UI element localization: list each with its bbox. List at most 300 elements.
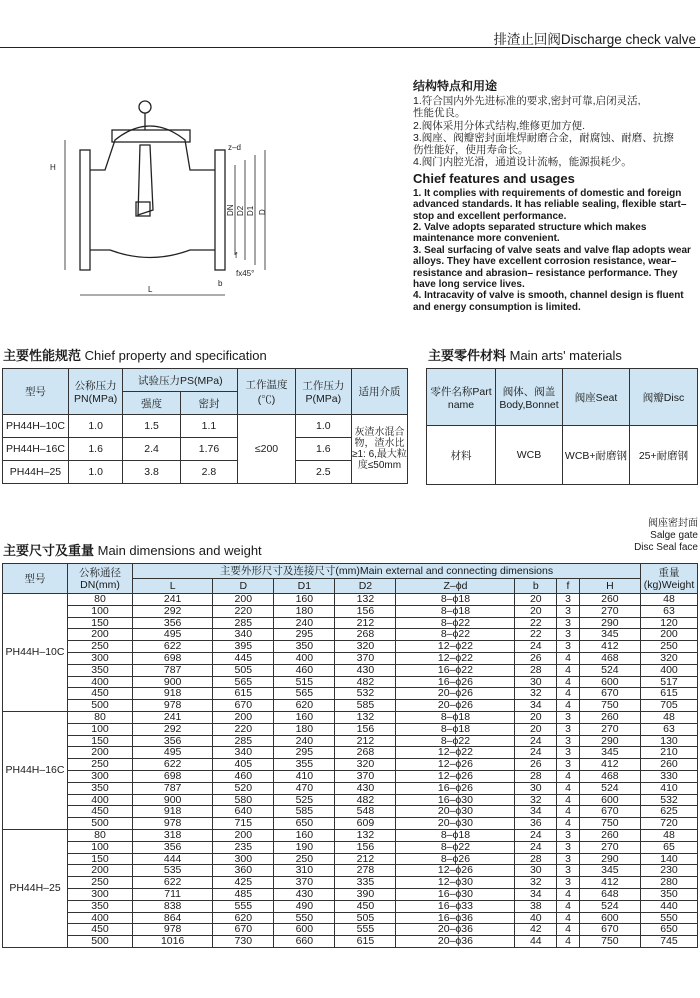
- spec-seal: 1.1: [180, 415, 238, 438]
- dims-cell: 132: [335, 594, 396, 606]
- dims-cell: 200: [641, 629, 698, 641]
- dims-cell: 900: [133, 794, 213, 806]
- dims-cell: 280: [641, 877, 698, 889]
- dims-cell: 38: [515, 900, 557, 912]
- dims-table-row: [3, 841, 698, 853]
- dims-cell: 468: [579, 770, 640, 782]
- dims-cell: 80: [68, 594, 133, 606]
- dims-cell: 210: [641, 747, 698, 759]
- dims-cell: 750: [579, 700, 640, 712]
- features-en: [413, 173, 698, 313]
- dims-cell: 42: [515, 924, 557, 936]
- dims-cell: 34: [515, 888, 557, 900]
- dims-cell: 26: [515, 652, 557, 664]
- features-cn: [413, 80, 698, 168]
- dims-cell: 548: [335, 806, 396, 818]
- dims-cell: 517: [641, 676, 698, 688]
- label-b: b: [218, 279, 223, 288]
- dims-cell: 8–ϕ18: [396, 605, 515, 617]
- en-item: 2. Valve adopts separated structure which makes maintenance more convenient.: [413, 222, 647, 245]
- materials-title-cn: 主要零件材料: [428, 348, 507, 363]
- dims-cell: 24: [515, 829, 557, 841]
- dims-cell: 918: [133, 688, 213, 700]
- dims-cell: 400: [68, 676, 133, 688]
- dims-cell: 12–ϕ26: [396, 770, 515, 782]
- dims-cell: 650: [274, 818, 335, 830]
- spec-table: [2, 368, 408, 484]
- dims-cell: 412: [579, 641, 640, 653]
- dims-table-row: [3, 829, 698, 841]
- dims-cell: 156: [335, 723, 396, 735]
- dims-cell: 235: [213, 841, 274, 853]
- dims-col-h: H: [579, 579, 640, 594]
- dims-cell: 160: [274, 594, 335, 606]
- dims-cell: 445: [213, 652, 274, 664]
- dims-cell: 425: [213, 877, 274, 889]
- dims-cell: 410: [641, 782, 698, 794]
- features-section: [413, 80, 698, 313]
- dims-cell: 300: [68, 888, 133, 900]
- dims-cell: 640: [213, 806, 274, 818]
- dims-cell: 212: [335, 853, 396, 865]
- dims-cell: 48: [641, 829, 698, 841]
- dims-col-d1: D1: [274, 579, 335, 594]
- spec-work: 1.6: [295, 438, 351, 461]
- dims-cell: 482: [335, 676, 396, 688]
- dims-table-row: [3, 723, 698, 735]
- dims-table-row: [3, 629, 698, 641]
- dims-cell: 180: [274, 723, 335, 735]
- spec-h-strength: 强度: [123, 392, 180, 415]
- dims-cell: 292: [133, 723, 213, 735]
- dims-cell: 485: [213, 888, 274, 900]
- dims-cell: 260: [579, 594, 640, 606]
- dims-table-row: [3, 936, 698, 948]
- dims-cell: 4: [557, 806, 580, 818]
- dims-col-d2: D2: [335, 579, 396, 594]
- dims-cell: 600: [274, 924, 335, 936]
- dims-cell: 625: [641, 806, 698, 818]
- dims-cell: 350: [68, 900, 133, 912]
- dims-cell: 300: [68, 652, 133, 664]
- dims-table-row: [3, 641, 698, 653]
- dims-cell: 340: [213, 747, 274, 759]
- dims-col-zd: Z–ϕd: [396, 579, 515, 594]
- dims-cell: 8–ϕ18: [396, 723, 515, 735]
- dims-cell: 250: [641, 641, 698, 653]
- dims-cell: 12–ϕ22: [396, 652, 515, 664]
- cn-item: 性能优良。: [413, 107, 466, 120]
- spec-title-cn: 主要性能规范: [3, 348, 82, 363]
- dims-cell: 20: [515, 723, 557, 735]
- dims-cell: 16–ϕ33: [396, 900, 515, 912]
- dims-cell: 120: [641, 617, 698, 629]
- dims-cell: 80: [68, 829, 133, 841]
- header-rule: [0, 47, 700, 48]
- dims-table-row: [3, 759, 698, 771]
- dims-cell: 978: [133, 700, 213, 712]
- dims-cell: 300: [213, 853, 274, 865]
- spec-medium: 灰渣水混合物，渣水比≥1: 6,最大粒度≤50mm: [351, 415, 407, 484]
- dims-model: PH44H–16C: [3, 711, 68, 829]
- dims-cell: 356: [133, 617, 213, 629]
- mat-seat: WCB+耐磨钢: [563, 426, 630, 485]
- dims-cell: 12–ϕ22: [396, 641, 515, 653]
- dims-table-body: [3, 564, 698, 948]
- materials-table: [426, 368, 698, 485]
- dims-cell: 200: [68, 629, 133, 641]
- dims-cell: 430: [335, 782, 396, 794]
- dims-cell: 350: [68, 782, 133, 794]
- dims-cell: 3: [557, 605, 580, 617]
- dims-table-row: [3, 676, 698, 688]
- dims-cell: 4: [557, 888, 580, 900]
- dims-table-row: [3, 782, 698, 794]
- dims-cell: 24: [515, 841, 557, 853]
- dims-cell: 20–ϕ26: [396, 700, 515, 712]
- dims-cell: 3: [557, 747, 580, 759]
- dims-cell: 200: [68, 747, 133, 759]
- label-zd: z–d: [228, 143, 241, 152]
- dims-cell: 320: [641, 652, 698, 664]
- dims-cell: 670: [579, 688, 640, 700]
- dims-cell: 318: [133, 829, 213, 841]
- dims-cell: 978: [133, 924, 213, 936]
- dims-cell: 864: [133, 912, 213, 924]
- dims-cell: 505: [213, 664, 274, 676]
- dims-cell: 730: [213, 936, 274, 948]
- dims-cell: 900: [133, 676, 213, 688]
- dims-cell: 22: [515, 629, 557, 641]
- dims-cell: 16–ϕ30: [396, 888, 515, 900]
- dims-table-row: [3, 605, 698, 617]
- spec-row: [3, 415, 408, 438]
- dims-cell: 320: [335, 641, 396, 653]
- dims-cell: 580: [213, 794, 274, 806]
- dims-cell: 4: [557, 770, 580, 782]
- dims-cell: 8–ϕ22: [396, 629, 515, 641]
- dims-cell: 356: [133, 841, 213, 853]
- dims-cell: 600: [579, 912, 640, 924]
- dims-cell: 600: [579, 676, 640, 688]
- dims-cell: 20: [515, 605, 557, 617]
- dims-cell: 34: [515, 806, 557, 818]
- dims-cell: 22: [515, 617, 557, 629]
- dims-cell: 450: [68, 806, 133, 818]
- dims-cell: 650: [641, 924, 698, 936]
- dims-cell: 20–ϕ36: [396, 924, 515, 936]
- dims-cell: 310: [274, 865, 335, 877]
- dims-cell: 620: [274, 700, 335, 712]
- dims-cell: 4: [557, 794, 580, 806]
- dims-cell: 532: [641, 794, 698, 806]
- features-en-title: Chief features and usages: [413, 171, 575, 187]
- dims-table-row: [3, 912, 698, 924]
- dims-cell: 524: [579, 900, 640, 912]
- dims-cell: 8–ϕ22: [396, 617, 515, 629]
- dims-cell: 335: [335, 877, 396, 889]
- cn-item: 伤性能好，使用寿命长。: [413, 144, 529, 157]
- spec-h-temp: 工作温度(℃): [238, 369, 296, 415]
- dims-cell: 63: [641, 605, 698, 617]
- dims-cell: 295: [274, 747, 335, 759]
- mat-disc: 25+耐磨钢: [630, 426, 698, 485]
- dims-cell: 65: [641, 841, 698, 853]
- dims-cell: 585: [335, 700, 396, 712]
- dims-cell: 500: [68, 936, 133, 948]
- dims-cell: 345: [579, 747, 640, 759]
- spec-model: PH44H–25: [3, 461, 69, 484]
- dims-cell: 440: [641, 900, 698, 912]
- dims-cell: 320: [335, 759, 396, 771]
- spec-pn: 1.6: [68, 438, 123, 461]
- dims-cell: 4: [557, 652, 580, 664]
- dims-cell: 3: [557, 594, 580, 606]
- dims-cell: 350: [274, 641, 335, 653]
- dims-title-en: Main dimensions and weight: [94, 543, 262, 558]
- cn-item: 4.阀门内腔光滑，通道设计流畅，能源损耗少。: [413, 156, 632, 169]
- dims-cell: 290: [579, 617, 640, 629]
- dims-table-row: [3, 747, 698, 759]
- dims-cell: 838: [133, 900, 213, 912]
- dims-cell: 500: [68, 818, 133, 830]
- dims-cell: 330: [641, 770, 698, 782]
- dims-cell: 350: [68, 664, 133, 676]
- label-d2: D2: [236, 205, 245, 216]
- dims-cell: 620: [213, 912, 274, 924]
- dims-cell: 250: [68, 641, 133, 653]
- dims-cell: 3: [557, 723, 580, 735]
- dims-table-row: [3, 594, 698, 606]
- dims-table-row: [3, 900, 698, 912]
- dims-cell: 3: [557, 829, 580, 841]
- dims-cell: 585: [274, 806, 335, 818]
- dims-cell: 24: [515, 747, 557, 759]
- dims-cell: 48: [641, 594, 698, 606]
- dims-cell: 918: [133, 806, 213, 818]
- dims-cell: 100: [68, 841, 133, 853]
- dims-cell: 8–ϕ18: [396, 829, 515, 841]
- seal-face-note: [634, 518, 698, 554]
- dims-col-l: L: [133, 579, 213, 594]
- mat-h-seat: 阀座Seat: [563, 369, 630, 426]
- dims-cell: 240: [274, 617, 335, 629]
- dims-cell: 3: [557, 865, 580, 877]
- dims-cell: 150: [68, 853, 133, 865]
- dims-cell: 550: [274, 912, 335, 924]
- dims-cell: 460: [274, 664, 335, 676]
- dims-table-row: [3, 865, 698, 877]
- dims-cell: 44: [515, 936, 557, 948]
- dims-cell: 555: [213, 900, 274, 912]
- dims-cell: 750: [579, 818, 640, 830]
- dims-cell: 28: [515, 664, 557, 676]
- label-d: D: [258, 209, 267, 215]
- spec-section-title: [3, 345, 267, 364]
- dims-h-model: 型号: [3, 564, 68, 594]
- dims-cell: 400: [641, 664, 698, 676]
- dims-cell: 3: [557, 735, 580, 747]
- dims-cell: 360: [213, 865, 274, 877]
- dims-cell: 190: [274, 841, 335, 853]
- dims-cell: 356: [133, 735, 213, 747]
- dims-cell: 4: [557, 900, 580, 912]
- dims-cell: 30: [515, 676, 557, 688]
- dims-cell: 16–ϕ22: [396, 664, 515, 676]
- dims-cell: 200: [68, 865, 133, 877]
- spec-title-en: Chief property and specification: [81, 348, 267, 363]
- spec-pn: 1.0: [68, 415, 123, 438]
- label-h: H: [50, 163, 56, 172]
- dims-cell: 648: [579, 888, 640, 900]
- dims-cell: 978: [133, 818, 213, 830]
- label-dn: DN: [226, 204, 235, 216]
- dims-cell: 390: [335, 888, 396, 900]
- dims-cell: 200: [213, 594, 274, 606]
- dims-col-d: D: [213, 579, 274, 594]
- spec-row: [3, 461, 408, 484]
- dims-cell: 160: [274, 711, 335, 723]
- dims-h-main: 主要外形尺寸及连接尺寸(mm)Main external and connecting dimensions: [133, 564, 641, 579]
- dims-cell: 30: [515, 782, 557, 794]
- dims-cell: 241: [133, 711, 213, 723]
- dims-table-row: [3, 770, 698, 782]
- page-header-title: 排渣止回阀Discharge check valve: [493, 32, 696, 47]
- dims-cell: 4: [557, 782, 580, 794]
- dims-cell: 220: [213, 723, 274, 735]
- dims-cell: 600: [579, 794, 640, 806]
- dims-cell: 270: [579, 723, 640, 735]
- dims-table-row: [3, 700, 698, 712]
- dims-cell: 28: [515, 770, 557, 782]
- cn-item: 1.符合国内外先进标准的要求,密封可靠,启闭灵活,: [413, 95, 641, 108]
- dims-cell: 515: [274, 676, 335, 688]
- dims-cell: 130: [641, 735, 698, 747]
- dims-cell: 48: [641, 711, 698, 723]
- dims-cell: 3: [557, 629, 580, 641]
- dims-cell: 609: [335, 818, 396, 830]
- dims-cell: 470: [274, 782, 335, 794]
- dims-cell: 63: [641, 723, 698, 735]
- dims-cell: 1016: [133, 936, 213, 948]
- dims-cell: 615: [641, 688, 698, 700]
- dims-cell: 240: [274, 735, 335, 747]
- dims-cell: 500: [68, 700, 133, 712]
- spec-work: 1.0: [295, 415, 351, 438]
- spec-model: PH44H–10C: [3, 415, 69, 438]
- dims-cell: 36: [515, 818, 557, 830]
- cn-item: 3.阀座、阀瓣密封面堆焊耐磨合金，耐腐蚀、耐磨、抗擦: [413, 131, 674, 144]
- dims-cell: 660: [274, 936, 335, 948]
- dims-cell: 345: [579, 629, 640, 641]
- dims-table-row: [3, 688, 698, 700]
- dims-cell: 3: [557, 877, 580, 889]
- mat-h-disc: 阀瓣Disc: [630, 369, 698, 426]
- dims-cell: 350: [641, 888, 698, 900]
- mat-body: WCB: [496, 426, 563, 485]
- dims-cell: 720: [641, 818, 698, 830]
- dims-cell: 400: [68, 794, 133, 806]
- dims-cell: 260: [579, 829, 640, 841]
- dims-cell: 615: [335, 936, 396, 948]
- dims-cell: 8–ϕ22: [396, 735, 515, 747]
- dims-cell: 268: [335, 747, 396, 759]
- spec-strength: 2.4: [123, 438, 180, 461]
- dims-cell: 4: [557, 924, 580, 936]
- dims-cell: 132: [335, 711, 396, 723]
- features-cn-title: 结构特点和用途: [413, 79, 498, 93]
- dims-table-row: [3, 888, 698, 900]
- dims-cell: 4: [557, 700, 580, 712]
- dims-cell: 340: [213, 629, 274, 641]
- dims-cell: 180: [274, 605, 335, 617]
- dims-cell: 20–ϕ30: [396, 806, 515, 818]
- dims-cell: 555: [335, 924, 396, 936]
- dims-cell: 3: [557, 711, 580, 723]
- dims-cell: 8–ϕ26: [396, 853, 515, 865]
- dims-cell: 260: [579, 711, 640, 723]
- dims-cell: 16–ϕ26: [396, 676, 515, 688]
- dims-cell: 32: [515, 688, 557, 700]
- dims-table-row: [3, 794, 698, 806]
- dims-cell: 698: [133, 770, 213, 782]
- dims-cell: 12–ϕ30: [396, 877, 515, 889]
- dims-cell: 3: [557, 759, 580, 771]
- dims-cell: 715: [213, 818, 274, 830]
- en-item: 1. It complies with requirements of domestic and foreign advanced standards. It has reliable sealing, flexible start–stop and excellent performance.: [413, 187, 687, 222]
- note-line: 阀座密封面: [648, 518, 698, 529]
- dims-section-title: [3, 540, 262, 559]
- spec-h-test: 试验压力PS(MPa): [123, 369, 238, 392]
- spec-temp: ≤200: [238, 415, 296, 484]
- dims-cell: 4: [557, 688, 580, 700]
- dims-cell: 430: [335, 664, 396, 676]
- label-f: f: [235, 251, 238, 260]
- valve-cross-section-drawing: [40, 90, 270, 300]
- mat-h-body: 阀体、阀盖Body,Bonnet: [496, 369, 563, 426]
- dims-cell: 412: [579, 877, 640, 889]
- dims-cell: 444: [133, 853, 213, 865]
- dims-cell: 524: [579, 664, 640, 676]
- dims-cell: 20–ϕ30: [396, 818, 515, 830]
- mat-h-part: 零件名称Part name: [427, 369, 496, 426]
- dims-cell: 622: [133, 877, 213, 889]
- dims-cell: 200: [213, 829, 274, 841]
- dims-cell: 400: [274, 652, 335, 664]
- en-item: 3. Seal surfacing of valve seats and valve flap adopts wear alloys. They have excellent corrosion resistance, wear–resistance and abrasion– resistance performance. They have long service lives.: [413, 244, 691, 291]
- dims-cell: 20–ϕ36: [396, 936, 515, 948]
- dims-cell: 32: [515, 877, 557, 889]
- dims-cell: 150: [68, 617, 133, 629]
- materials-title-en: Main arts' materials: [506, 348, 622, 363]
- dims-cell: 16–ϕ30: [396, 794, 515, 806]
- dims-cell: 370: [335, 770, 396, 782]
- dims-cell: 30: [515, 865, 557, 877]
- dims-cell: 670: [579, 806, 640, 818]
- dims-cell: 3: [557, 853, 580, 865]
- dims-cell: 20: [515, 594, 557, 606]
- dims-cell: 450: [335, 900, 396, 912]
- dims-cell: 711: [133, 888, 213, 900]
- dims-cell: 615: [213, 688, 274, 700]
- spec-strength: 1.5: [123, 415, 180, 438]
- dims-cell: 8–ϕ18: [396, 711, 515, 723]
- dims-cell: 100: [68, 605, 133, 617]
- dims-cell: 12–ϕ26: [396, 865, 515, 877]
- note-line: Salge gate: [650, 530, 698, 541]
- dims-cell: 40: [515, 912, 557, 924]
- dims-cell: 8–ϕ22: [396, 841, 515, 853]
